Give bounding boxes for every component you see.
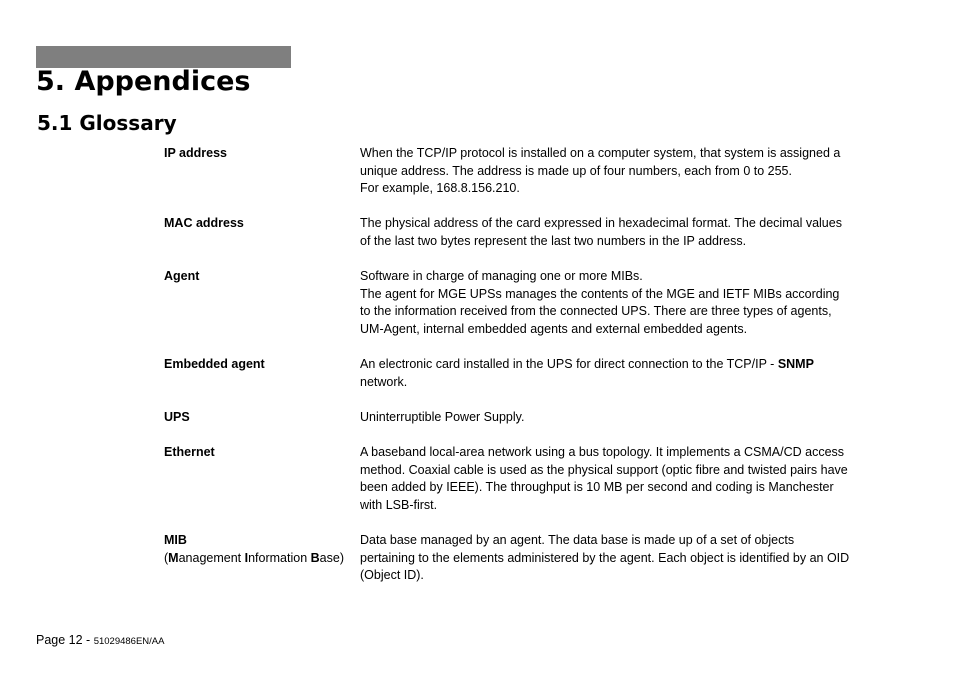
expansion-initial: I (244, 550, 249, 565)
definition-line: network. (360, 374, 408, 389)
definition-line: to the information received from the connected UPS. There are three types of agents, (360, 304, 832, 319)
glossary-definition (360, 215, 870, 250)
page-number: Page 12 - (36, 633, 94, 647)
term-name: Embedded agent (164, 357, 265, 372)
definition-text: An electronic card installed in the UPS for direct connection to the TCP/IP - (360, 357, 778, 372)
expansion-text: nformation (248, 550, 311, 565)
glossary-term (164, 409, 360, 427)
document-reference: 51029486EN/AA (93, 636, 165, 647)
glossary-term (164, 444, 360, 514)
glossary-definition (360, 268, 870, 338)
definition-line: A baseband local-area network using a bus topology. It implements a CSMA/CD access (360, 445, 845, 460)
term-name: IP address (164, 146, 228, 160)
definition-keyword: SNMP (777, 357, 814, 372)
definition-line: Software in charge of managing one or more MIBs. (360, 269, 643, 284)
term-name: MAC address (164, 216, 244, 231)
expansion-initial: B (310, 550, 320, 565)
glossary-entry-mib (164, 532, 884, 585)
definition-line (360, 356, 870, 374)
glossary-list (164, 145, 884, 585)
section-title: 5.1 Glossary (37, 111, 177, 135)
term-name: Ethernet (164, 445, 215, 460)
definition-line: (Object ID). (360, 568, 424, 583)
glossary-entry-agent (164, 268, 884, 338)
glossary-entry-mac-address (164, 215, 884, 250)
glossary-definition (360, 532, 870, 585)
term-name: MIB (164, 533, 187, 548)
definition-line: For example, 168.8.156.210. (360, 181, 520, 196)
expansion-text: ( (164, 550, 169, 565)
definition-line: The agent for MGE UPSs manages the contents of the MGE and IETF MIBs according (360, 286, 840, 301)
definition-line: pertaining to the elements administered by the agent. Each object is identified by an OID (360, 550, 850, 565)
term-name: Agent (164, 269, 200, 284)
term-name: UPS (164, 409, 190, 424)
expansion-text: anagement (178, 550, 245, 565)
definition-line: The physical address of the card expressed in hexadecimal format. The decimal values (360, 216, 842, 231)
definition-line: When the TCP/IP protocol is installed on a computer system, that system is assigned a (360, 146, 841, 160)
glossary-term (164, 215, 360, 250)
glossary-definition (360, 356, 870, 391)
page-title: 5. Appendices (36, 66, 251, 97)
glossary-entry-ethernet (164, 444, 884, 514)
glossary-entry-embedded-agent (164, 356, 884, 391)
page-footer (36, 632, 164, 650)
expansion-text: ase) (319, 550, 344, 565)
glossary-term (164, 268, 360, 338)
glossary-term (164, 145, 360, 198)
definition-line: Uninterruptible Power Supply. (360, 409, 525, 424)
definition-line: Data base managed by an agent. The data base is made up of a set of objects (360, 533, 795, 548)
definition-line: been added by IEEE). The throughput is 10 MB per second and coding is Manchester (360, 480, 834, 495)
definition-line: of the last two bytes represent the last two numbers in the IP address. (360, 233, 747, 248)
glossary-term (164, 356, 360, 391)
definition-line: unique address. The address is made up of four numbers, each from 0 to 255. (360, 163, 792, 178)
definition-line: UM-Agent, internal embedded agents and external embedded agents. (360, 321, 748, 336)
glossary-definition (360, 145, 870, 198)
glossary-entry-ip-address (164, 145, 884, 198)
term-expansion (164, 550, 360, 568)
expansion-initial: M (168, 550, 179, 565)
definition-line: with LSB-first. (360, 497, 438, 512)
glossary-term (164, 532, 360, 585)
glossary-definition (360, 444, 870, 514)
glossary-entry-ups (164, 409, 884, 427)
glossary-definition (360, 409, 870, 427)
definition-line: method. Coaxial cable is used as the physical support (optic fibre and twisted pairs have (360, 462, 848, 477)
